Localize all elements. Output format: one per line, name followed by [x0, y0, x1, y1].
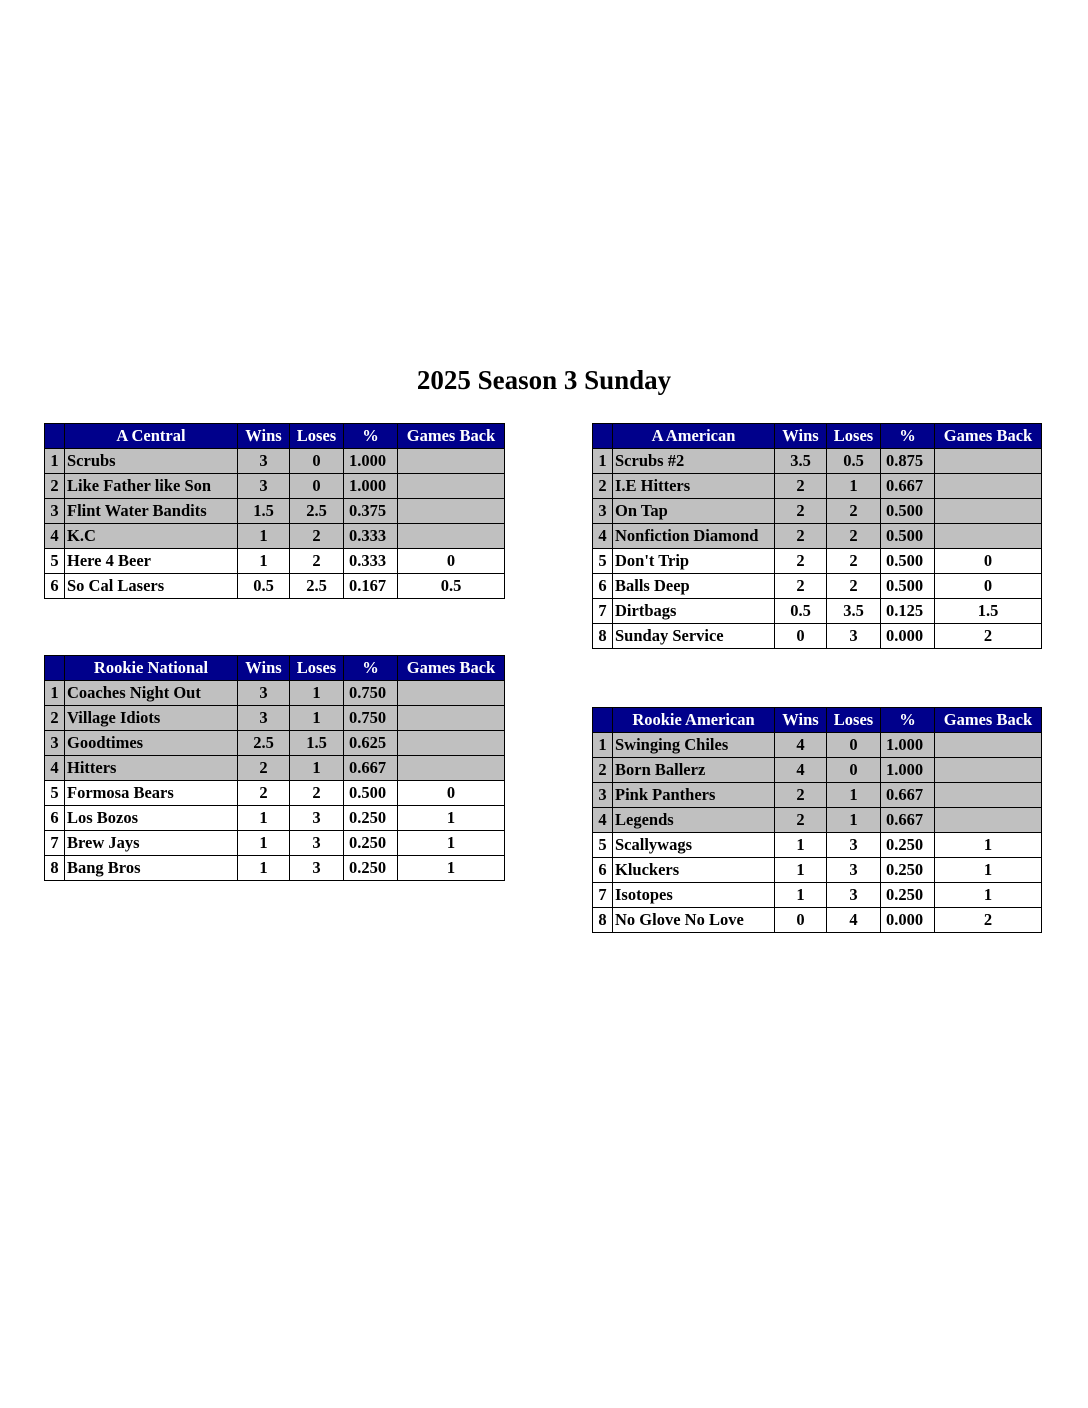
rank-cell: 4 — [593, 524, 613, 549]
games-back-header: Games Back — [398, 424, 505, 449]
table-row — [45, 524, 505, 549]
wins-cell: 1 — [238, 806, 290, 831]
team-name-cell: Village Idiots — [65, 706, 238, 731]
games-back-cell — [935, 474, 1042, 499]
table-row — [593, 733, 1042, 758]
header-row — [593, 424, 1042, 449]
rank-cell: 7 — [593, 883, 613, 908]
loses-cell: 3 — [827, 624, 881, 649]
team-name-cell: Born Ballerz — [613, 758, 775, 783]
games-back-cell — [935, 449, 1042, 474]
games-back-cell — [398, 524, 505, 549]
team-name-cell: On Tap — [613, 499, 775, 524]
team-name-cell: Bang Bros — [65, 856, 238, 881]
games-back-cell — [935, 499, 1042, 524]
wins-cell: 1 — [238, 549, 290, 574]
games-back-cell: 1 — [398, 806, 505, 831]
division-header: A American — [613, 424, 775, 449]
pct-cell: 0.667 — [881, 474, 935, 499]
team-name-cell: Dirtbags — [613, 599, 775, 624]
games-back-cell: 2 — [935, 624, 1042, 649]
wins-cell: 2 — [775, 574, 827, 599]
rank-cell: 3 — [593, 783, 613, 808]
rank-cell: 2 — [593, 474, 613, 499]
games-back-cell — [398, 449, 505, 474]
pct-cell: 1.000 — [881, 758, 935, 783]
pct-cell: 0.625 — [344, 731, 398, 756]
rank-cell: 2 — [45, 706, 65, 731]
pct-cell: 0.500 — [881, 549, 935, 574]
rank-cell: 6 — [45, 806, 65, 831]
loses-cell: 4 — [827, 908, 881, 933]
rank-cell: 7 — [45, 831, 65, 856]
rank-cell: 5 — [45, 549, 65, 574]
rank-cell: 5 — [593, 833, 613, 858]
team-name-cell: Kluckers — [613, 858, 775, 883]
pct-cell: 0.750 — [344, 681, 398, 706]
wins-cell: 2 — [238, 781, 290, 806]
loses-cell: 1 — [827, 474, 881, 499]
pct-cell: 0.250 — [881, 858, 935, 883]
loses-cell: 0 — [290, 474, 344, 499]
wins-cell: 2 — [775, 474, 827, 499]
table-row — [45, 574, 505, 599]
pct-cell: 0.250 — [344, 806, 398, 831]
team-name-cell: Flint Water Bandits — [65, 499, 238, 524]
pct-cell: 1.000 — [344, 474, 398, 499]
loses-cell: 2 — [290, 524, 344, 549]
pct-cell: 0.333 — [344, 524, 398, 549]
rank-cell: 4 — [45, 756, 65, 781]
rank-cell: 4 — [593, 808, 613, 833]
pct-cell: 0.167 — [344, 574, 398, 599]
rank-cell: 5 — [45, 781, 65, 806]
pct-cell: 1.000 — [881, 733, 935, 758]
table-row — [45, 549, 505, 574]
pct-cell: 0.250 — [344, 831, 398, 856]
pct-cell: 0.875 — [881, 449, 935, 474]
table-row — [45, 681, 505, 706]
table-row — [593, 574, 1042, 599]
rank-header — [593, 424, 613, 449]
loses-header: Loses — [290, 424, 344, 449]
loses-cell: 1 — [290, 706, 344, 731]
rank-cell: 8 — [593, 908, 613, 933]
team-name-cell: Formosa Bears — [65, 781, 238, 806]
wins-cell: 0 — [775, 624, 827, 649]
wins-cell: 4 — [775, 733, 827, 758]
pct-cell: 0.500 — [881, 574, 935, 599]
header-row — [45, 656, 505, 681]
table-row — [593, 624, 1042, 649]
table-row — [593, 908, 1042, 933]
games-back-cell: 1 — [935, 883, 1042, 908]
loses-cell: 2 — [827, 574, 881, 599]
table-row — [45, 499, 505, 524]
games-back-cell: 0.5 — [398, 574, 505, 599]
team-name-cell: Goodtimes — [65, 731, 238, 756]
table-row — [593, 474, 1042, 499]
table-row — [593, 449, 1042, 474]
pct-cell: 0.667 — [881, 783, 935, 808]
team-name-cell: Brew Jays — [65, 831, 238, 856]
team-name-cell: Sunday Service — [613, 624, 775, 649]
wins-header: Wins — [775, 708, 827, 733]
loses-cell: 0 — [827, 758, 881, 783]
games-back-cell — [398, 474, 505, 499]
wins-cell: 1 — [238, 856, 290, 881]
games-back-cell — [935, 808, 1042, 833]
wins-header: Wins — [775, 424, 827, 449]
pct-cell: 0.375 — [344, 499, 398, 524]
table-row — [593, 758, 1042, 783]
table-row — [45, 831, 505, 856]
pct-cell: 0.000 — [881, 908, 935, 933]
wins-cell: 2 — [775, 549, 827, 574]
table-row — [593, 783, 1042, 808]
pct-cell: 0.750 — [344, 706, 398, 731]
team-name-cell: Don't Trip — [613, 549, 775, 574]
team-name-cell: Pink Panthers — [613, 783, 775, 808]
table-row — [45, 856, 505, 881]
games-back-cell — [398, 681, 505, 706]
rank-cell: 3 — [593, 499, 613, 524]
team-name-cell: Nonfiction Diamond — [613, 524, 775, 549]
wins-cell: 3.5 — [775, 449, 827, 474]
table-row — [45, 806, 505, 831]
loses-cell: 2 — [290, 781, 344, 806]
games-back-cell: 1 — [398, 856, 505, 881]
loses-cell: 2.5 — [290, 499, 344, 524]
loses-header: Loses — [827, 708, 881, 733]
games-back-cell — [398, 756, 505, 781]
wins-header: Wins — [238, 424, 290, 449]
wins-cell: 0 — [775, 908, 827, 933]
table-row — [45, 731, 505, 756]
rank-header — [593, 708, 613, 733]
games-back-cell: 0 — [398, 781, 505, 806]
games-back-cell — [935, 524, 1042, 549]
loses-cell: 3 — [827, 858, 881, 883]
table-row — [593, 883, 1042, 908]
team-name-cell: Scallywags — [613, 833, 775, 858]
rank-cell: 7 — [593, 599, 613, 624]
games-back-cell — [398, 499, 505, 524]
pct-cell: 1.000 — [344, 449, 398, 474]
loses-cell: 3 — [290, 831, 344, 856]
rookie-national-table — [44, 655, 505, 881]
rank-cell: 1 — [593, 449, 613, 474]
wins-cell: 3 — [238, 474, 290, 499]
wins-cell: 3 — [238, 706, 290, 731]
wins-cell: 3 — [238, 449, 290, 474]
loses-cell: 2 — [827, 549, 881, 574]
team-name-cell: I.E Hitters — [613, 474, 775, 499]
table-row — [45, 756, 505, 781]
games-back-header: Games Back — [935, 708, 1042, 733]
games-back-cell — [935, 783, 1042, 808]
pct-header: % — [881, 424, 935, 449]
table-row — [593, 499, 1042, 524]
loses-cell: 1 — [290, 681, 344, 706]
team-name-cell: Coaches Night Out — [65, 681, 238, 706]
pct-cell: 0.000 — [881, 624, 935, 649]
rank-cell: 6 — [45, 574, 65, 599]
team-name-cell: Balls Deep — [613, 574, 775, 599]
team-name-cell: Hitters — [65, 756, 238, 781]
loses-cell: 2 — [827, 524, 881, 549]
rank-cell: 6 — [593, 858, 613, 883]
rank-cell: 3 — [45, 499, 65, 524]
pct-cell: 0.250 — [881, 833, 935, 858]
games-back-cell: 0 — [935, 549, 1042, 574]
team-name-cell: Like Father like Son — [65, 474, 238, 499]
games-back-cell: 0 — [398, 549, 505, 574]
wins-cell: 0.5 — [775, 599, 827, 624]
pct-cell: 0.333 — [344, 549, 398, 574]
loses-cell: 2.5 — [290, 574, 344, 599]
table-row — [593, 524, 1042, 549]
table-row — [593, 808, 1042, 833]
table-row — [45, 706, 505, 731]
loses-cell: 1 — [827, 783, 881, 808]
loses-cell: 3 — [290, 856, 344, 881]
division-header: Rookie American — [613, 708, 775, 733]
wins-cell: 2 — [775, 524, 827, 549]
loses-header: Loses — [827, 424, 881, 449]
pct-cell: 0.667 — [344, 756, 398, 781]
loses-cell: 0 — [827, 733, 881, 758]
pct-header: % — [344, 424, 398, 449]
division-header: A Central — [65, 424, 238, 449]
games-back-cell — [398, 731, 505, 756]
table-row — [45, 449, 505, 474]
games-back-cell — [398, 706, 505, 731]
wins-cell: 3 — [238, 681, 290, 706]
header-row — [593, 708, 1042, 733]
games-back-header: Games Back — [935, 424, 1042, 449]
wins-cell: 2 — [775, 808, 827, 833]
rank-cell: 8 — [45, 856, 65, 881]
a-central-table — [44, 423, 505, 599]
pct-cell: 0.250 — [881, 883, 935, 908]
wins-header: Wins — [238, 656, 290, 681]
team-name-cell: Isotopes — [613, 883, 775, 908]
rank-cell: 1 — [45, 449, 65, 474]
loses-cell: 2 — [290, 549, 344, 574]
table-row — [593, 858, 1042, 883]
rank-header — [45, 656, 65, 681]
wins-cell: 1 — [775, 858, 827, 883]
games-back-cell: 1 — [935, 833, 1042, 858]
games-back-cell — [935, 758, 1042, 783]
pct-cell: 0.500 — [881, 499, 935, 524]
rank-cell: 5 — [593, 549, 613, 574]
team-name-cell: Legends — [613, 808, 775, 833]
wins-cell: 2 — [238, 756, 290, 781]
games-back-cell: 2 — [935, 908, 1042, 933]
rank-cell: 6 — [593, 574, 613, 599]
team-name-cell: K.C — [65, 524, 238, 549]
games-back-cell: 1 — [935, 858, 1042, 883]
wins-cell: 1 — [775, 883, 827, 908]
team-name-cell: Scrubs #2 — [613, 449, 775, 474]
team-name-cell: Scrubs — [65, 449, 238, 474]
table-row — [593, 833, 1042, 858]
header-row — [45, 424, 505, 449]
table-row — [45, 474, 505, 499]
pct-cell: 0.125 — [881, 599, 935, 624]
pct-header: % — [881, 708, 935, 733]
loses-cell: 2 — [827, 499, 881, 524]
games-back-cell: 0 — [935, 574, 1042, 599]
games-back-cell — [935, 733, 1042, 758]
loses-cell: 0.5 — [827, 449, 881, 474]
team-name-cell: Here 4 Beer — [65, 549, 238, 574]
a-american-table — [592, 423, 1042, 649]
pct-cell: 0.500 — [881, 524, 935, 549]
rank-cell: 2 — [593, 758, 613, 783]
division-header: Rookie National — [65, 656, 238, 681]
loses-cell: 1.5 — [290, 731, 344, 756]
team-name-cell: Los Bozos — [65, 806, 238, 831]
rank-cell: 2 — [45, 474, 65, 499]
loses-cell: 3 — [290, 806, 344, 831]
rookie-american-table — [592, 707, 1042, 933]
table-row — [593, 599, 1042, 624]
wins-cell: 0.5 — [238, 574, 290, 599]
rank-cell: 8 — [593, 624, 613, 649]
pct-cell: 0.667 — [881, 808, 935, 833]
loses-cell: 1 — [827, 808, 881, 833]
loses-cell: 3 — [827, 833, 881, 858]
wins-cell: 1 — [775, 833, 827, 858]
games-back-header: Games Back — [398, 656, 505, 681]
games-back-cell: 1.5 — [935, 599, 1042, 624]
pct-header: % — [344, 656, 398, 681]
table-row — [45, 781, 505, 806]
loses-header: Loses — [290, 656, 344, 681]
pct-cell: 0.250 — [344, 856, 398, 881]
table-row — [593, 549, 1042, 574]
rank-header — [45, 424, 65, 449]
wins-cell: 2 — [775, 783, 827, 808]
team-name-cell: Swinging Chiles — [613, 733, 775, 758]
loses-cell: 3 — [827, 883, 881, 908]
loses-cell: 3.5 — [827, 599, 881, 624]
loses-cell: 0 — [290, 449, 344, 474]
loses-cell: 1 — [290, 756, 344, 781]
wins-cell: 2 — [775, 499, 827, 524]
team-name-cell: So Cal Lasers — [65, 574, 238, 599]
wins-cell: 1 — [238, 831, 290, 856]
rank-cell: 3 — [45, 731, 65, 756]
wins-cell: 1 — [238, 524, 290, 549]
rank-cell: 4 — [45, 524, 65, 549]
wins-cell: 2.5 — [238, 731, 290, 756]
wins-cell: 4 — [775, 758, 827, 783]
team-name-cell: No Glove No Love — [613, 908, 775, 933]
rank-cell: 1 — [593, 733, 613, 758]
wins-cell: 1.5 — [238, 499, 290, 524]
pct-cell: 0.500 — [344, 781, 398, 806]
page-title: 2025 Season 3 Sunday — [416, 365, 672, 395]
games-back-cell: 1 — [398, 831, 505, 856]
rank-cell: 1 — [45, 681, 65, 706]
